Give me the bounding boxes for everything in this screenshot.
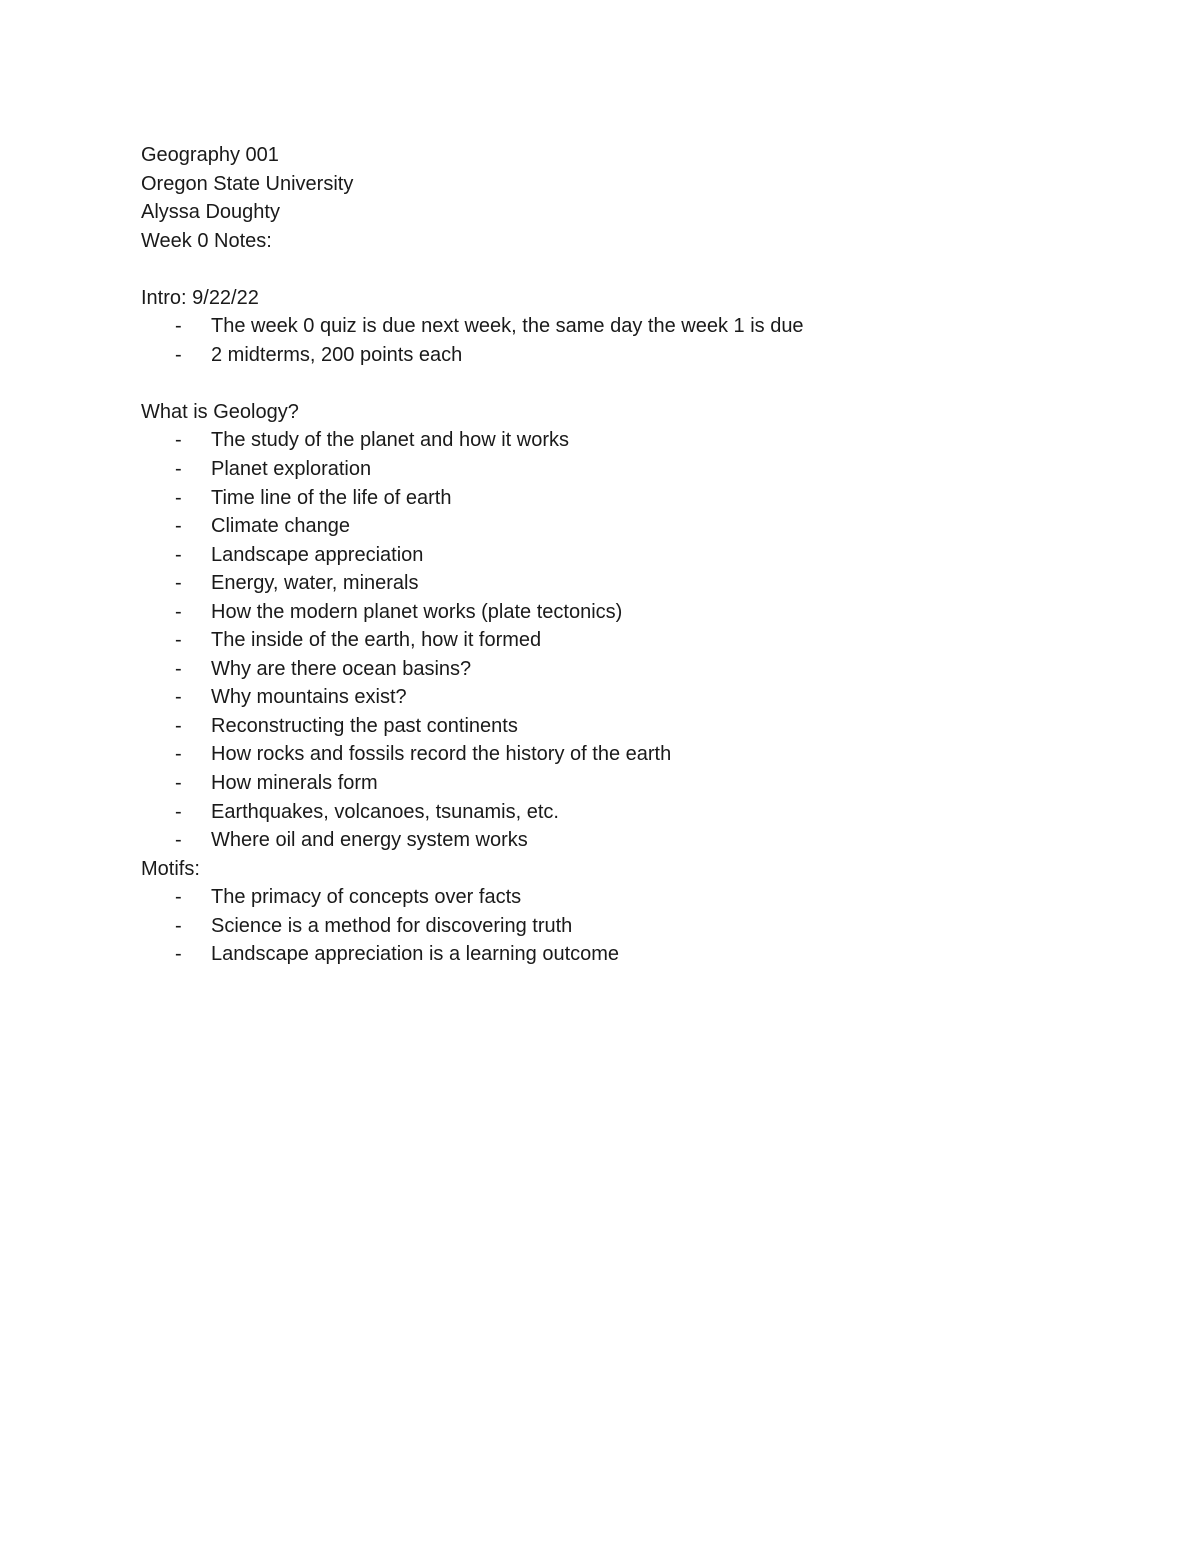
dash-marker: - [175,914,182,937]
list-item [141,341,1121,370]
list-item-text: Climate change [211,515,350,538]
dash-marker: - [175,429,182,452]
list-item [141,569,1121,598]
dash-marker: - [175,743,182,766]
geology-list [141,426,1121,854]
section-heading-geology: What is Geology? [141,400,299,423]
list-item-text: How minerals form [211,772,378,795]
list-item-text: Why are there ocean basins? [211,657,472,680]
list-item [141,940,1121,969]
list-item [141,769,1121,798]
dash-marker: - [175,629,182,652]
course-title: Geography 001 [141,144,279,166]
dash-marker: - [175,515,182,538]
list-item [141,312,1121,341]
list-item-text: Landscape appreciation [211,543,424,566]
list-item [141,598,1121,627]
list-item [141,798,1121,827]
list-item [141,455,1121,484]
list-item [141,655,1121,684]
list-item [141,541,1121,570]
list-item [141,683,1121,712]
list-item-text: Landscape appreciation is a learning outcome [211,943,620,966]
list-item-text: Why mountains exist? [211,686,407,709]
dash-marker: - [175,772,182,795]
list-item-text: How the modern planet works (plate tectonics) [211,600,623,623]
spacer [141,255,1121,284]
list-item-text: Planet exploration [211,458,372,481]
intro-list [141,312,1121,369]
list-item [141,826,1121,855]
dash-marker: - [175,343,182,366]
author-name: Alyssa Doughty [141,201,280,224]
list-item [141,712,1121,741]
dash-marker: - [175,657,182,680]
dash-marker: - [175,486,182,509]
list-item [141,740,1121,769]
list-item-text: Science is a method for discovering truth [211,914,573,937]
school-name: Oregon State University [141,172,354,195]
list-item-text: 2 midterms, 200 points each [211,343,463,366]
dash-marker: - [175,600,182,623]
list-item-text: Reconstructing the past continents [211,714,518,737]
list-item-text: Earthquakes, volcanoes, tsunamis, etc. [211,800,559,823]
dash-marker: - [175,572,182,595]
list-item [141,426,1121,455]
list-item-text: Energy, water, minerals [211,572,419,595]
list-item [141,484,1121,513]
dash-marker: - [175,829,182,852]
section-heading-motifs: Motifs: [141,857,200,880]
list-item-text: Time line of the life of earth [211,486,452,509]
spacer [141,369,1121,398]
list-item-text: The week 0 quiz is due next week, the same day the week 1 is due [211,315,804,338]
list-item [141,912,1121,941]
dash-marker: - [175,543,182,566]
list-item-text: Where oil and energy system works [211,829,528,852]
notes-title: Week 0 Notes: [141,229,272,252]
dash-marker: - [175,886,182,909]
list-item-text: The primacy of concepts over facts [211,886,522,909]
list-item [141,883,1121,912]
dash-marker: - [175,458,182,481]
motifs-list [141,883,1121,969]
dash-marker: - [175,686,182,709]
list-item-text: How rocks and fossils record the history of the earth [211,743,672,766]
list-item [141,512,1121,541]
notes-content [141,141,1121,969]
dash-marker: - [175,943,182,966]
list-item [141,626,1121,655]
list-item-text: The study of the planet and how it works [211,429,569,452]
dash-marker: - [175,800,182,823]
dash-marker: - [175,714,182,737]
section-heading-intro: Intro: 9/22/22 [141,286,259,309]
list-item-text: The inside of the earth, how it formed [211,629,542,652]
dash-marker: - [175,315,182,338]
